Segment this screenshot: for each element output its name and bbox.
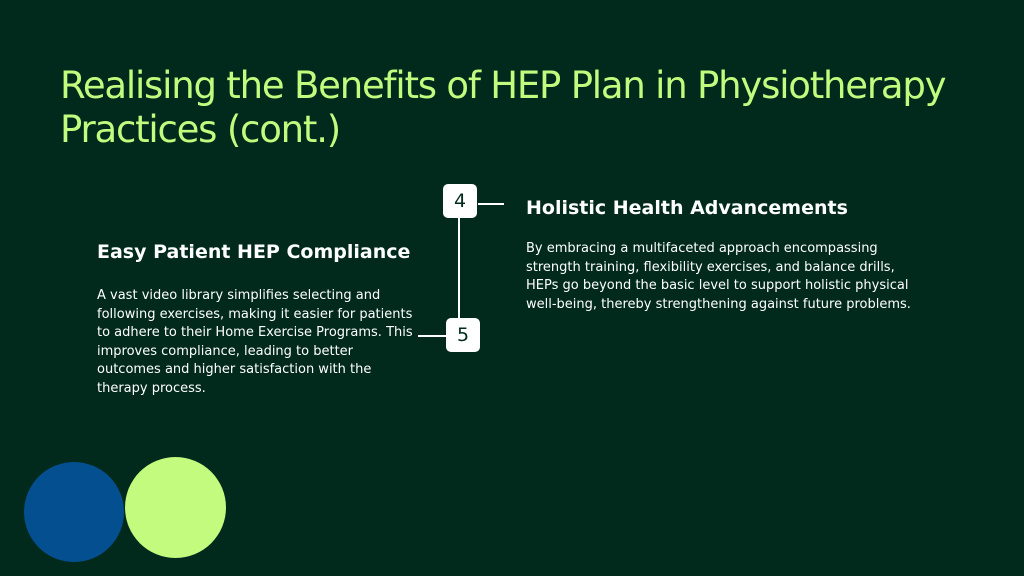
step-5-description: A vast video library simplifies selecting and following exercises, making it easier for patients to adhere to their Home Exercise Programs. This improves compliance, leading to better outcomes and higher satisfaction with the therapy process. xyxy=(97,288,413,396)
decorative-green-circle xyxy=(125,457,226,558)
timeline-connector-5 xyxy=(418,335,446,337)
step-number-5: 5 xyxy=(446,318,480,352)
decorative-blue-circle xyxy=(24,462,124,562)
timeline-connector-4 xyxy=(478,203,504,205)
step-5-heading: Easy Patient HEP Compliance xyxy=(97,241,411,263)
step-number-4: 4 xyxy=(443,184,477,218)
slide-title: Realising the Benefits of HEP Plan in Physiotherapy Practices (cont.) xyxy=(60,64,946,151)
step-4-heading: Holistic Health Advancements xyxy=(526,197,848,219)
step-4-description: By embracing a multifaceted approach encompassing strength training, flexibility exercises, and balance drills, HEPs go beyond the basic level to support holistic physical well-being, thereby strengthening against future problems. xyxy=(526,241,911,312)
